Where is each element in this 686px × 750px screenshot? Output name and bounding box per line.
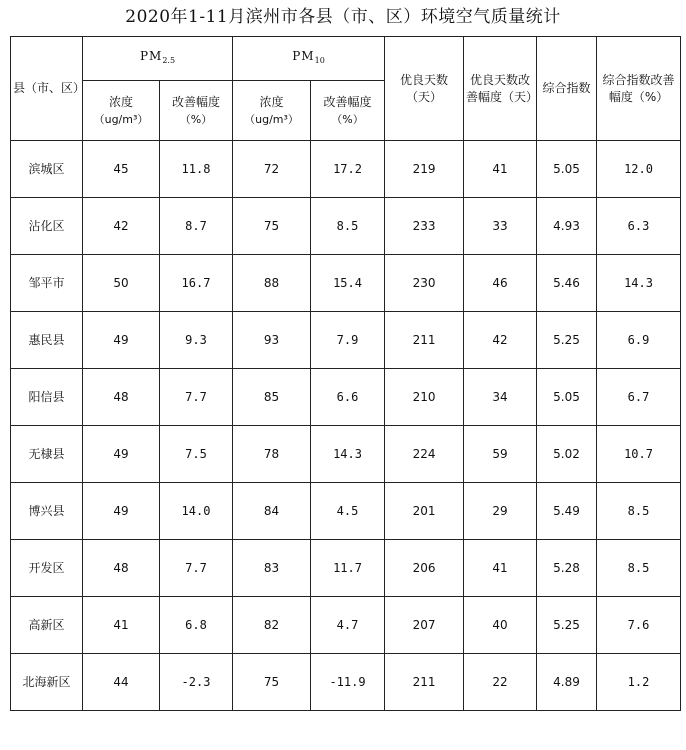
good-days-cell: 219: [385, 141, 464, 198]
header-pm10-concentration-unit: （ug/m³）: [244, 112, 299, 126]
pm25-concentration-cell: 42: [83, 198, 160, 255]
pm25-improve-cell: 8.7: [160, 198, 233, 255]
composite-improve-cell: 8.5: [597, 483, 681, 540]
table-title: 2020年1-11月滨州市各县（市、区）环境空气质量统计: [125, 7, 561, 27]
pm25-improve-cell: 14.0: [160, 483, 233, 540]
pm25-improve-cell: 16.7: [160, 255, 233, 312]
header-pm25-concentration-unit: （ug/m³）: [93, 112, 149, 126]
county-name-cell: 北海新区: [11, 654, 83, 711]
header-row-1: [11, 37, 681, 81]
good-days-improve-cell: 59: [464, 426, 537, 483]
pm25-improve-cell: 11.8: [160, 141, 233, 198]
composite-improve-cell: 7.6: [597, 597, 681, 654]
good-days-improve-cell: 41: [464, 540, 537, 597]
good-days-improve-cell: 46: [464, 255, 537, 312]
pm10-improve-cell: -11.9: [311, 654, 385, 711]
good-days-improve-cell: 34: [464, 369, 537, 426]
composite-index-cell: 5.25: [537, 597, 597, 654]
header-pm10: [233, 37, 385, 81]
good-days-cell: 206: [385, 540, 464, 597]
table-row: [11, 198, 681, 255]
header-composite-index: 综合指数: [537, 37, 597, 141]
composite-index-cell: 4.89: [537, 654, 597, 711]
county-name-cell: 阳信县: [11, 369, 83, 426]
composite-index-cell: 5.28: [537, 540, 597, 597]
composite-improve-cell: 6.9: [597, 312, 681, 369]
table-row: [11, 483, 681, 540]
county-name-cell: 博兴县: [11, 483, 83, 540]
pm10-improve-cell: 14.3: [311, 426, 385, 483]
table-row: [11, 312, 681, 369]
good-days-cell: 233: [385, 198, 464, 255]
composite-index-cell: 5.02: [537, 426, 597, 483]
pm10-concentration-cell: 75: [233, 654, 311, 711]
pm25-concentration-cell: 48: [83, 369, 160, 426]
good-days-improve-cell: 40: [464, 597, 537, 654]
header-pm25-main: PM: [139, 49, 163, 63]
pm25-improve-cell: -2.3: [160, 654, 233, 711]
composite-index-cell: 5.05: [537, 141, 597, 198]
composite-improve-cell: 1.2: [597, 654, 681, 711]
pm10-concentration-cell: 85: [233, 369, 311, 426]
header-composite-improve: 综合指数改善幅度（%）: [597, 37, 681, 141]
pm25-concentration-cell: 49: [83, 483, 160, 540]
pm25-improve-cell: 9.3: [160, 312, 233, 369]
good-days-improve-cell: 41: [464, 141, 537, 198]
good-days-cell: 224: [385, 426, 464, 483]
header-pm10-main: PM: [292, 49, 315, 63]
pm10-concentration-cell: 82: [233, 597, 311, 654]
pm10-concentration-cell: 84: [233, 483, 311, 540]
pm25-improve-cell: 7.7: [160, 540, 233, 597]
pm10-concentration-cell: 88: [233, 255, 311, 312]
header-pm10-concentration-label: 浓度: [259, 94, 284, 109]
header-pm25-improve-label: 改善幅度: [172, 94, 221, 109]
composite-index-cell: 4.93: [537, 198, 597, 255]
composite-index-cell: 5.46: [537, 255, 597, 312]
table-row: [11, 426, 681, 483]
air-quality-table: [10, 36, 681, 711]
good-days-cell: 207: [385, 597, 464, 654]
pm10-improve-cell: 6.6: [311, 369, 385, 426]
composite-index-cell: 5.25: [537, 312, 597, 369]
header-pm10-improve-unit: （%）: [331, 112, 364, 126]
header-pm25-improve-unit: （%）: [179, 112, 213, 126]
pm25-concentration-cell: 49: [83, 426, 160, 483]
pm25-concentration-cell: 50: [83, 255, 160, 312]
pm25-concentration-cell: 48: [83, 540, 160, 597]
composite-improve-cell: 6.3: [597, 198, 681, 255]
table-row: [11, 597, 681, 654]
good-days-improve-cell: 33: [464, 198, 537, 255]
composite-improve-cell: 8.5: [597, 540, 681, 597]
county-name-cell: 滨城区: [11, 141, 83, 198]
good-days-cell: 211: [385, 312, 464, 369]
composite-improve-cell: 12.0: [597, 141, 681, 198]
pm10-concentration-cell: 72: [233, 141, 311, 198]
pm25-improve-cell: 7.7: [160, 369, 233, 426]
pm25-concentration-cell: 45: [83, 141, 160, 198]
pm10-concentration-cell: 75: [233, 198, 311, 255]
header-pm25-concentration: [83, 81, 160, 141]
pm25-improve-cell: 7.5: [160, 426, 233, 483]
header-good-days-improve: 优良天数改善幅度（天）: [464, 37, 537, 141]
pm25-concentration-cell: 41: [83, 597, 160, 654]
table-row: [11, 255, 681, 312]
county-name-cell: 邹平市: [11, 255, 83, 312]
header-pm10-improve: [311, 81, 385, 141]
composite-improve-cell: 14.3: [597, 255, 681, 312]
composite-index-cell: 5.49: [537, 483, 597, 540]
pm10-improve-cell: 4.5: [311, 483, 385, 540]
table-body: [11, 37, 681, 711]
composite-index-cell: 5.05: [537, 369, 597, 426]
pm10-improve-cell: 11.7: [311, 540, 385, 597]
header-pm10-sub: 10: [314, 56, 325, 65]
pm10-improve-cell: 15.4: [311, 255, 385, 312]
pm25-concentration-cell: 44: [83, 654, 160, 711]
pm10-concentration-cell: 93: [233, 312, 311, 369]
header-good-days: 优良天数（天）: [385, 37, 464, 141]
county-name-cell: 沾化区: [11, 198, 83, 255]
pm25-improve-cell: 6.8: [160, 597, 233, 654]
good-days-cell: 230: [385, 255, 464, 312]
header-pm25: [83, 37, 233, 81]
header-pm25-concentration-label: 浓度: [108, 94, 133, 109]
composite-improve-cell: 10.7: [597, 426, 681, 483]
county-name-cell: 惠民县: [11, 312, 83, 369]
header-pm25-improve: [160, 81, 233, 141]
pm25-concentration-cell: 49: [83, 312, 160, 369]
good-days-cell: 201: [385, 483, 464, 540]
pm10-concentration-cell: 78: [233, 426, 311, 483]
good-days-improve-cell: 22: [464, 654, 537, 711]
good-days-improve-cell: 42: [464, 312, 537, 369]
table-row: [11, 369, 681, 426]
pm10-improve-cell: 7.9: [311, 312, 385, 369]
county-name-cell: 高新区: [11, 597, 83, 654]
header-pm10-concentration: [233, 81, 311, 141]
composite-improve-cell: 6.7: [597, 369, 681, 426]
header-pm25-sub: 2.5: [162, 56, 176, 65]
good-days-cell: 210: [385, 369, 464, 426]
header-county: 县（市、区）: [11, 37, 83, 141]
pm10-concentration-cell: 83: [233, 540, 311, 597]
table-row: [11, 141, 681, 198]
pm10-improve-cell: 17.2: [311, 141, 385, 198]
good-days-improve-cell: 29: [464, 483, 537, 540]
pm10-improve-cell: 8.5: [311, 198, 385, 255]
county-name-cell: 开发区: [11, 540, 83, 597]
table-row: [11, 540, 681, 597]
county-name-cell: 无棣县: [11, 426, 83, 483]
pm10-improve-cell: 4.7: [311, 597, 385, 654]
good-days-cell: 211: [385, 654, 464, 711]
header-pm10-improve-label: 改善幅度: [323, 94, 372, 109]
table-row: [11, 654, 681, 711]
